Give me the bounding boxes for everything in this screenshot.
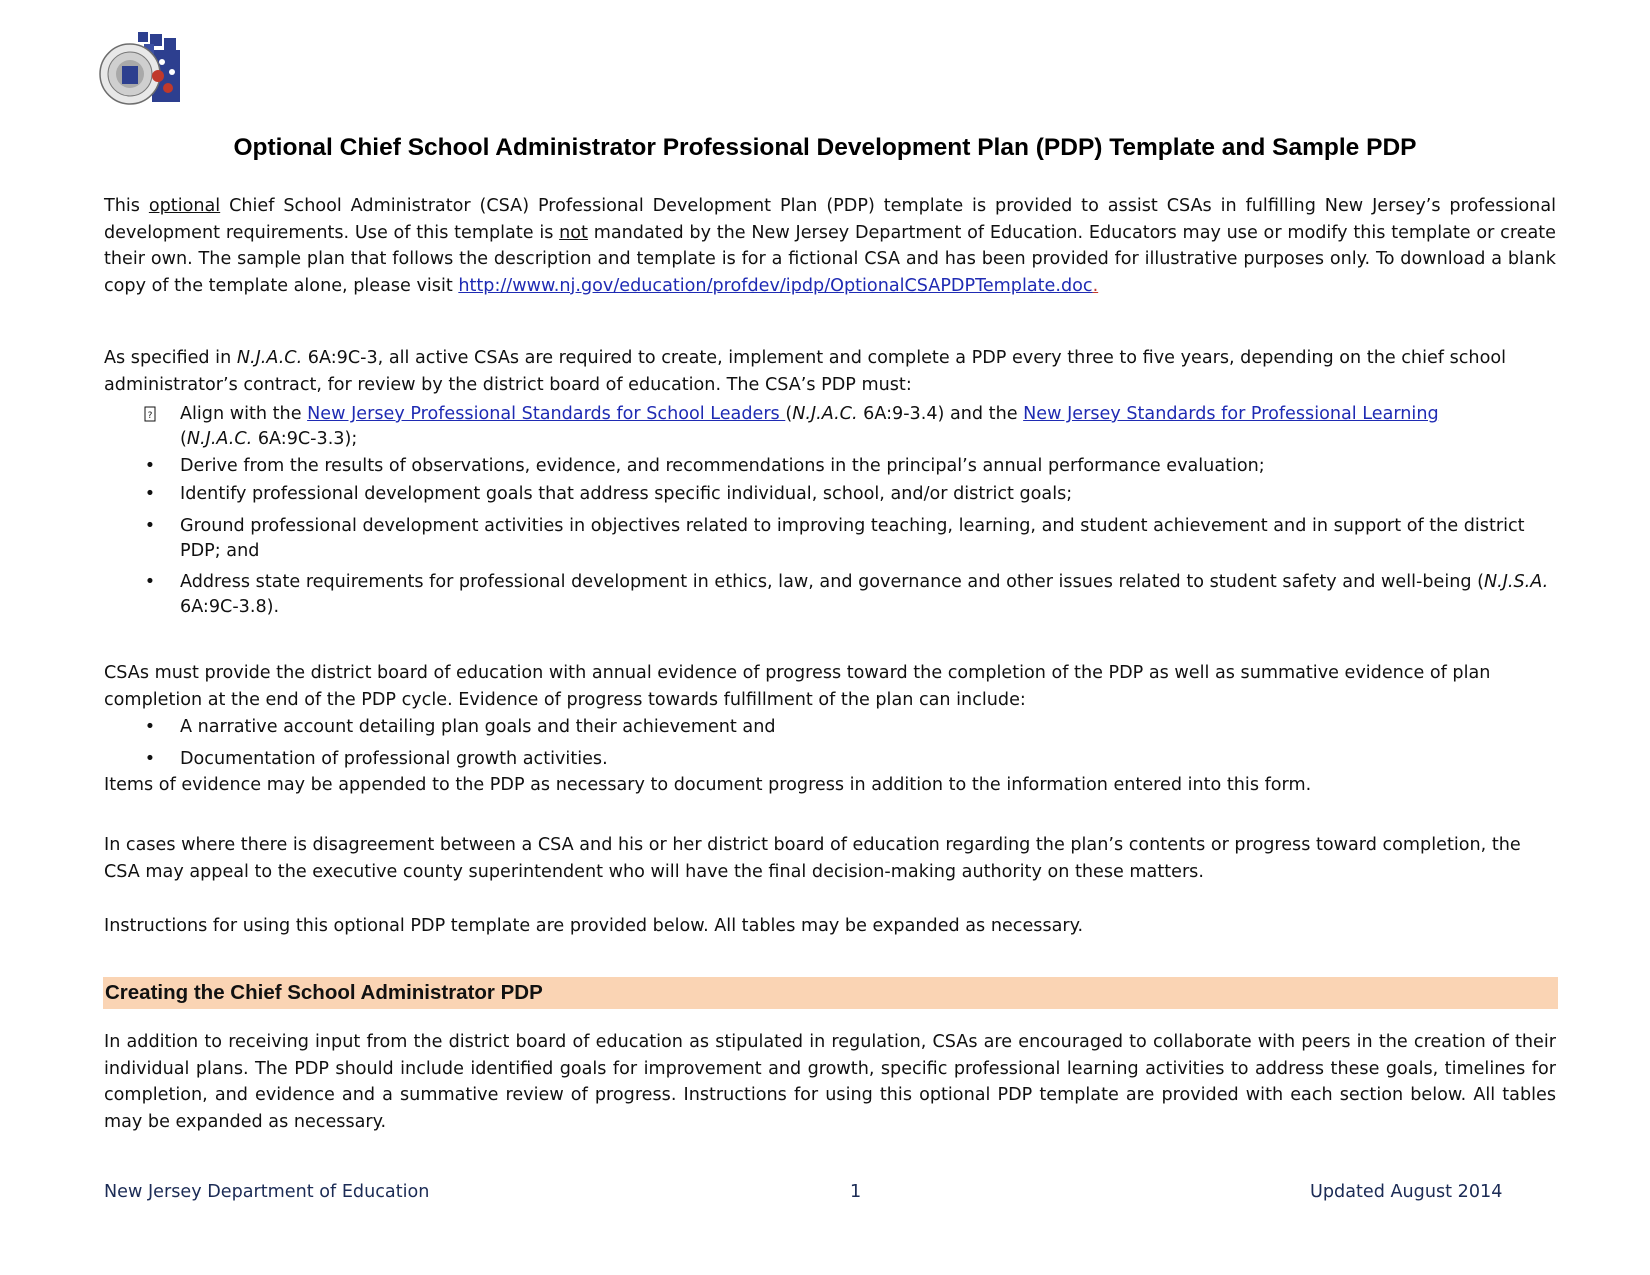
list-item bbox=[104, 402, 1556, 454]
requirements-text: 6A:9C-3, all active CSAs are required to create, implement and complete a PDP every three to five years, depending on the chief school administrator’s contract, for review by the district board of education. The CSA’s PDP must: bbox=[104, 348, 1506, 395]
bullet-text: Align with the bbox=[180, 404, 308, 424]
list-item bbox=[104, 747, 1556, 773]
citation: N.J.S.A. bbox=[1483, 572, 1549, 592]
emphasis-not: not bbox=[559, 222, 588, 243]
page-number: 1 bbox=[850, 1182, 862, 1202]
svg-text:?: ? bbox=[147, 411, 153, 421]
intro-text: This bbox=[104, 196, 149, 216]
evidence-after: Items of evidence may be appended to the PDP as necessary to document progress in addition to the information entered into this form. bbox=[104, 775, 1312, 795]
intro-text: Chief School Administrator (CSA) Professional Development Plan (PDP) template is provided to assist CSAs in fulfilling New Jersey’s professional development requirements. Use of this template is bbox=[104, 196, 1557, 243]
citation: N.J.A.C. bbox=[236, 348, 303, 368]
template-download-link[interactable]: http://www.nj.gov/education/profdev/ipdp/OptionalCSAPDPTemplate.doc bbox=[458, 275, 1093, 296]
requirements-list bbox=[104, 402, 1556, 622]
bullet-text: Derive from the results of observations, evidence, and recommendations in the principal’s annual performance evaluation; bbox=[180, 456, 1265, 476]
intro-text: mandated by the New Jersey Department of Education. Educators may use or modify this template or create their own. The sample plan that follows the description and template is for a fictional CSA and has been provided for illustrative purposes only. To download a blank copy of the template alone, please visit bbox=[104, 222, 1556, 296]
citation: N.J.A.C. bbox=[792, 404, 858, 424]
bullet-text: 6A:9-3.4) and the bbox=[857, 404, 1024, 424]
nj-doe-seal-logo bbox=[92, 30, 186, 106]
link-trailing-period: . bbox=[1092, 275, 1099, 296]
footer-right: Updated August 2014 bbox=[1310, 1182, 1503, 1202]
bullet-dot-icon: • bbox=[144, 456, 156, 476]
list-item bbox=[104, 514, 1556, 570]
citation: N.J.A.C. bbox=[186, 428, 253, 449]
evidence-lead: CSAs must provide the district board of education with annual evidence of progress toward the completion of the PDP as well as summative evidence of plan completion at the end of the PDP cycle. Evidence of progress towards fulfillment of the plan can include: bbox=[104, 663, 1491, 710]
section-heading: Creating the Chief School Administrator PDP bbox=[105, 981, 543, 1004]
bullet-text: Identify professional development goals that address specific individual, school, and/or district goals; bbox=[180, 484, 1073, 504]
requirements-lead bbox=[104, 345, 1556, 398]
bullet-dot-icon: • bbox=[144, 484, 156, 504]
section-body: In addition to receiving input from the district board of education as stipulated in regulation, CSAs are encouraged to collaborate with peers in the creation of their individual plans. The PDP should include identified goals for improvement and growth, specific professional learning activities to address these goals, timelines for completion, and evidence and a summative review of progress. Instructions for using this optional PDP template are provided with each section below. All tables may be expanded as necessary. bbox=[104, 1032, 1556, 1132]
emphasis-optional: optional bbox=[148, 196, 221, 216]
evidence-list bbox=[104, 715, 1556, 773]
bullet-text: Address state requirements for professional development in ethics, law, and governance and other issues related to student safety and well-being ( bbox=[180, 572, 1484, 592]
list-item bbox=[104, 715, 1556, 747]
bullet-text: Ground professional development activities in objectives related to improving teaching, learning, and student achievement and in support of the district PDP; and bbox=[180, 516, 1525, 561]
disagreement-paragraph: In cases where there is disagreement between a CSA and his or her district board of education regarding the plan’s contents or progress toward completion, the CSA may appeal to the executive county superintendent who will have the final decision-making authority on these matters. bbox=[104, 835, 1521, 882]
school-leaders-standards-link[interactable]: New Jersey Professional Standards for School Leaders bbox=[307, 404, 786, 424]
bullet-text: ( bbox=[180, 428, 187, 449]
list-item bbox=[104, 482, 1556, 514]
instructions-paragraph: Instructions for using this optional PDP template are provided below. All tables may be expanded as necessary. bbox=[104, 916, 1084, 936]
section-heading-bar bbox=[103, 977, 1558, 1009]
list-item bbox=[104, 570, 1556, 622]
requirements-text: As specified in bbox=[104, 348, 237, 368]
bullet-dot-icon: • bbox=[144, 516, 156, 536]
bullet-text: 6A:9C-3.3); bbox=[252, 428, 358, 449]
footer-left: New Jersey Department of Education bbox=[104, 1182, 430, 1202]
intro-paragraph bbox=[104, 193, 1556, 299]
missing-glyph-icon bbox=[142, 402, 158, 427]
bullet-text: Documentation of professional growth activities. bbox=[180, 749, 608, 769]
bullet-text: A narrative account detailing plan goals and their achievement and bbox=[180, 717, 776, 737]
professional-learning-standards-link[interactable]: New Jersey Standards for Professional Learning bbox=[1023, 404, 1439, 424]
list-item bbox=[104, 454, 1556, 482]
bullet-text: 6A:9C-3.8). bbox=[180, 596, 280, 617]
bullet-text: ( bbox=[785, 404, 793, 424]
bullet-dot-icon: • bbox=[144, 717, 156, 737]
bullet-dot-icon: • bbox=[144, 749, 156, 769]
page-title: Optional Chief School Administrator Professional Development Plan (PDP) Template and Sample PDP bbox=[233, 134, 1417, 161]
bullet-dot-icon: • bbox=[144, 572, 156, 592]
